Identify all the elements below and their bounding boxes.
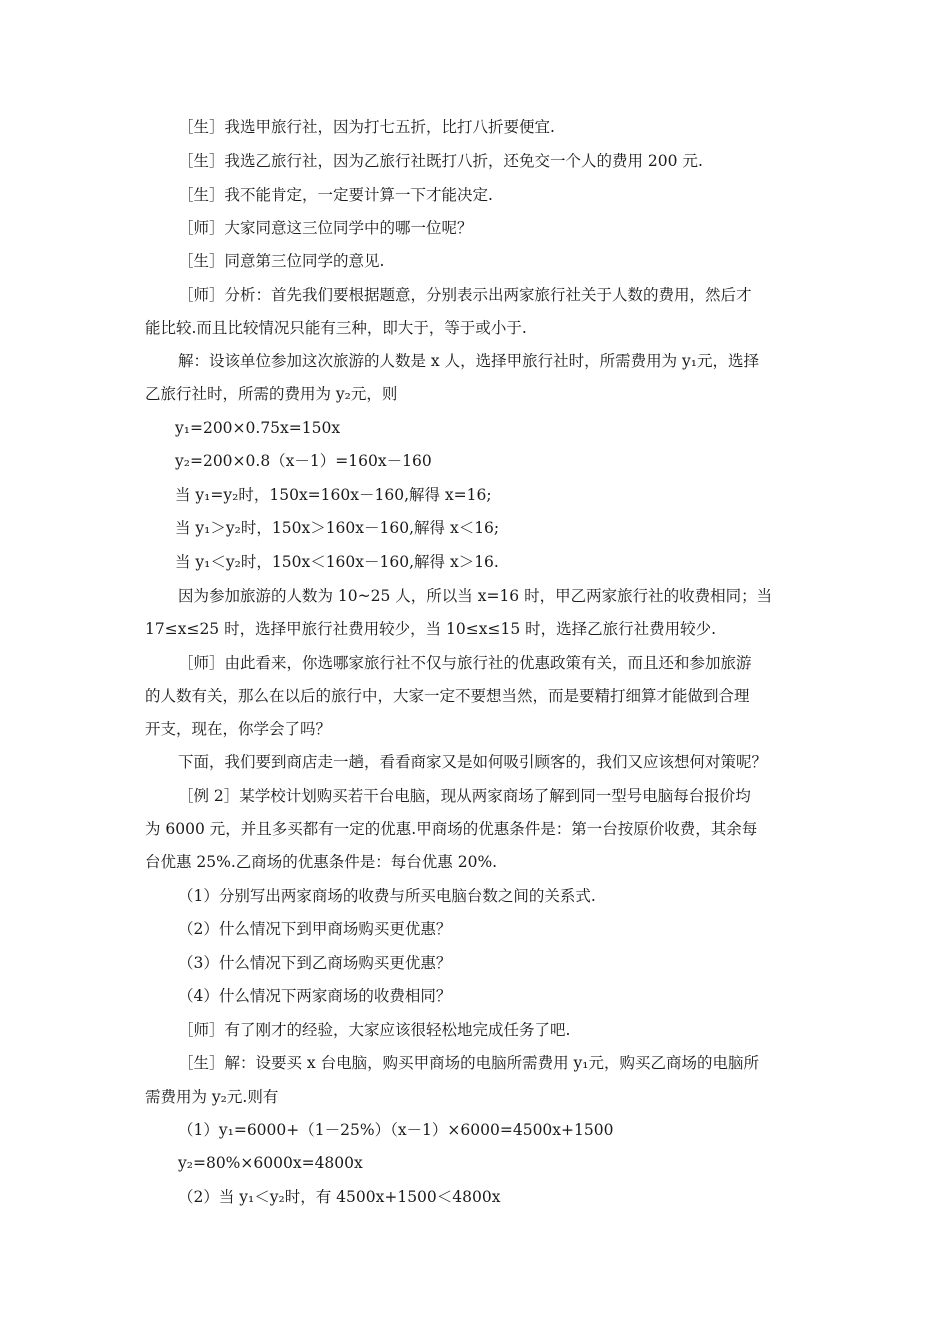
text-line: 下面，我们要到商店走一趟，看看商家又是如何吸引顾客的，我们又应该想何对策呢？ xyxy=(178,753,768,771)
text-line: ［例 2］某学校计划购买若干台电脑，现从两家商场了解到同一型号电脑每台报价均 xyxy=(178,787,751,805)
equation-line: y₁=200×0.75x=150x xyxy=(175,419,341,437)
equation-line: （2）当 y₁＜y₂时，有 4500x+1500＜4800x xyxy=(178,1188,501,1206)
equation-line: y₂=200×0.8（x－1）=160x－160 xyxy=(175,452,432,470)
text-line: ［生］我选乙旅行社，因为乙旅行社既打八折，还免交一个人的费用 200 元. xyxy=(178,152,703,170)
text-line: 能比较.而且比较情况只能有三种，即大于，等于或小于. xyxy=(145,319,527,337)
equation-line: 当 y₁＜y₂时，150x＜160x－160,解得 x＞16. xyxy=(175,553,499,571)
text-line: ［师］大家同意这三位同学中的哪一位呢？ xyxy=(178,219,473,237)
equation-line: 当 y₁=y₂时，150x=160x－160,解得 x=16; xyxy=(175,486,492,504)
text-line: ［生］同意第三位同学的意见. xyxy=(178,252,385,270)
text-line: 的人数有关，那么在以后的旅行中，大家一定不要想当然，而是要精打细算才能做到合理 xyxy=(145,687,750,705)
text-line: 需费用为 y₂元.则有 xyxy=(145,1088,279,1106)
text-line: 解：设该单位参加这次旅游的人数是 x 人，选择甲旅行社时，所需费用为 y₁元，选择 xyxy=(178,352,759,370)
text-line: ［生］我不能肯定，一定要计算一下才能决定. xyxy=(178,186,493,204)
text-line: ［生］我选甲旅行社，因为打七五折，比打八折要便宜. xyxy=(178,118,555,136)
text-line: ［师］由此看来，你选哪家旅行社不仅与旅行社的优惠政策有关，而且还和参加旅游 xyxy=(178,654,752,672)
text-line: 因为参加旅游的人数为 10~25 人，所以当 x=16 时，甲乙两家旅行社的收费相同；当 xyxy=(178,587,773,605)
equation-line: （1）y₁=6000+（1－25%）（x－1）×6000=4500x+1500 xyxy=(178,1121,614,1139)
text-line: 为 6000 元，并且多买都有一定的优惠.甲商场的优惠条件是：第一台按原价收费，其余每 xyxy=(145,820,758,838)
equation-line: 当 y₁＞y₂时，150x＞160x－160,解得 x＜16; xyxy=(175,519,500,537)
text-line: 台优惠 25%.乙商场的优惠条件是：每台优惠 20%. xyxy=(145,853,498,871)
text-line: （2）什么情况下到甲商场购买更优惠？ xyxy=(178,920,452,938)
text-line: ［师］分析：首先我们要根据题意，分别表示出两家旅行社关于人数的费用，然后才 xyxy=(178,286,752,304)
text-line: 乙旅行社时，所需的费用为 y₂元，则 xyxy=(145,385,398,403)
equation-line: y₂=80%×6000x=4800x xyxy=(178,1154,363,1172)
text-line: 17≤x≤25 时，选择甲旅行社费用较少，当 10≤x≤15 时，选择乙旅行社费用较少. xyxy=(145,620,717,638)
text-line: 开支，现在，你学会了吗？ xyxy=(145,720,332,738)
text-line: ［师］有了刚才的经验，大家应该很轻松地完成任务了吧. xyxy=(178,1021,571,1039)
text-line: （1）分别写出两家商场的收费与所买电脑台数之间的关系式. xyxy=(178,887,596,905)
text-line: ［生］解：设要买 x 台电脑，购买甲商场的电脑所需费用 y₁元，购买乙商场的电脑所 xyxy=(178,1054,759,1072)
text-line: （3）什么情况下到乙商场购买更优惠？ xyxy=(178,954,452,972)
text-line: （4）什么情况下两家商场的收费相同？ xyxy=(178,987,452,1005)
